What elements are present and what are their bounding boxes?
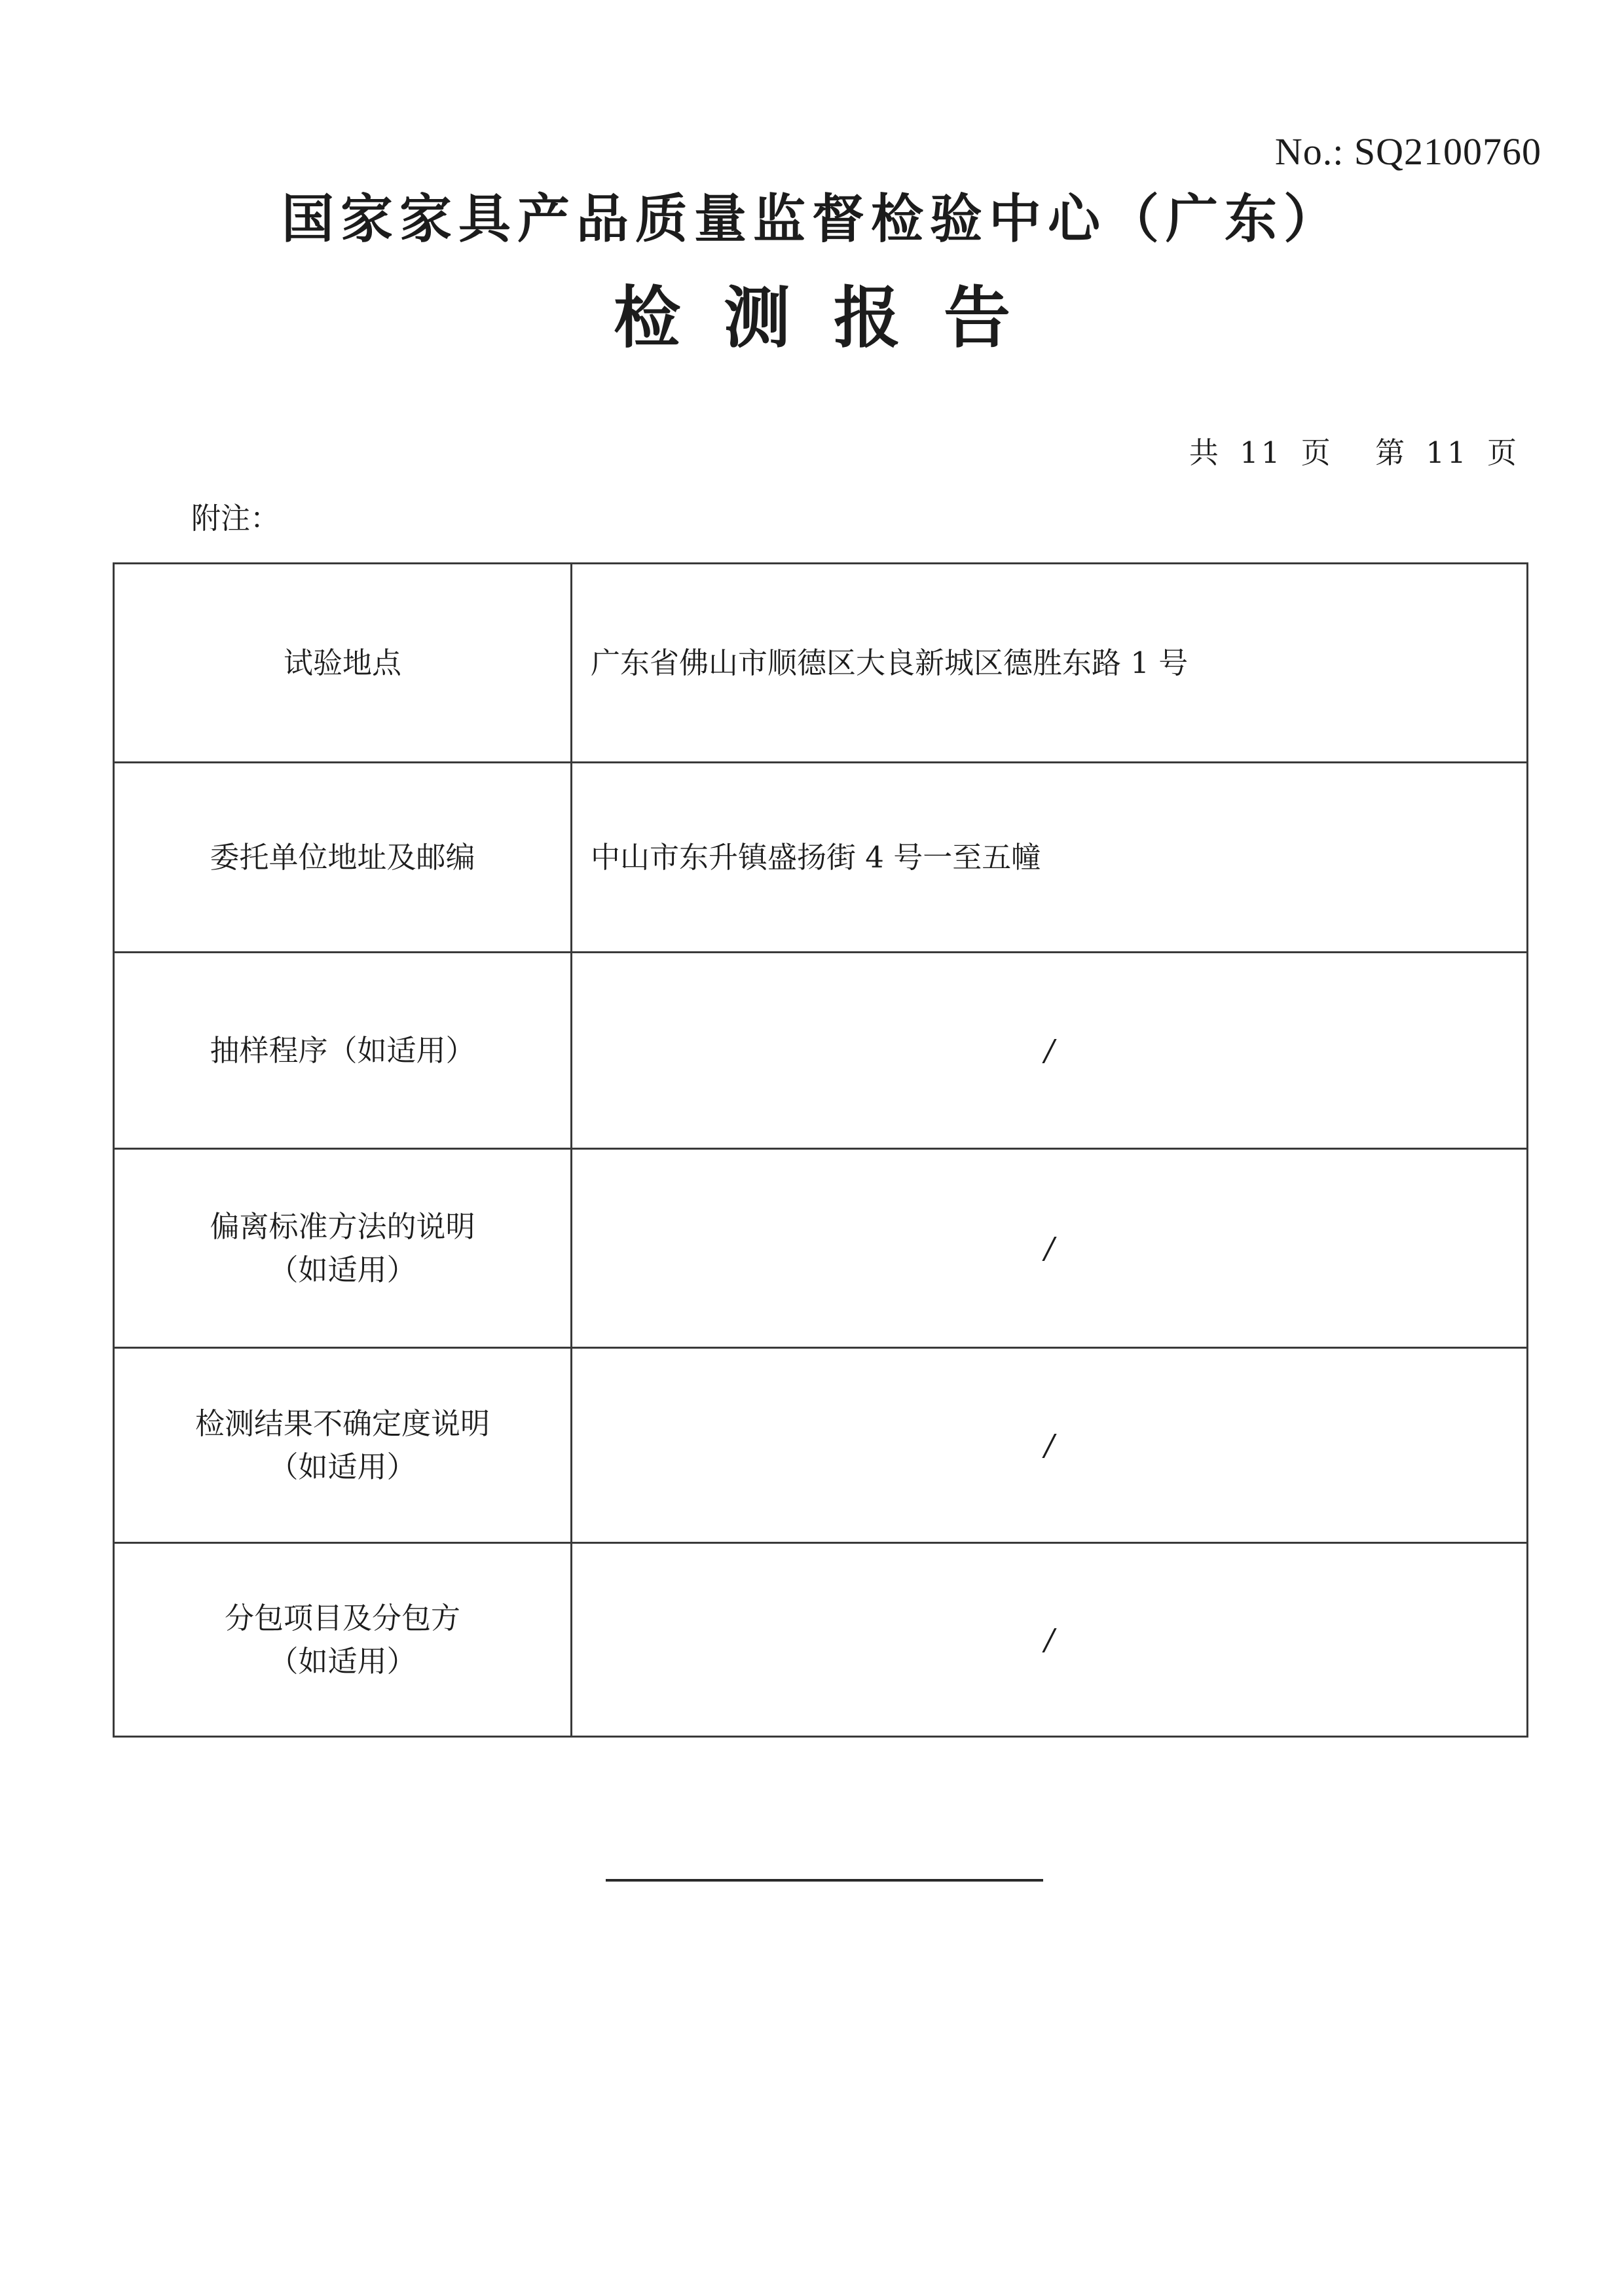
- row-label-text: 偏离标准方法的说明: [210, 1209, 475, 1244]
- row-label-uncertainty: [114, 1348, 572, 1543]
- organization-title: 国家家具产品质量监督检验中心（广东）: [282, 188, 1342, 249]
- current-page-prefix: 第: [1375, 435, 1408, 470]
- row-label-text: 检测结果不确定度说明: [194, 1406, 490, 1441]
- row-label-sampling-procedure: [114, 953, 572, 1149]
- row-value-uncertainty: /: [572, 1348, 1528, 1543]
- table-row: [114, 1543, 1528, 1737]
- table-row: [114, 1149, 1528, 1348]
- current-page-suffix: 页: [1486, 435, 1519, 470]
- table-row: [114, 763, 1528, 953]
- row-label-method-deviation: [114, 1149, 572, 1348]
- row-value-method-deviation: /: [572, 1149, 1528, 1348]
- total-pages-suffix: 页: [1301, 435, 1333, 470]
- row-label-text: 委托单位地址及邮编: [210, 839, 475, 875]
- page-info: [1189, 429, 1526, 471]
- row-label-test-location: [114, 564, 572, 763]
- row-label-note: （如适用）: [268, 1643, 416, 1679]
- report-title: 检测报告: [614, 279, 1054, 357]
- row-label-note: （如适用）: [268, 1252, 416, 1287]
- row-value-sampling-procedure: /: [572, 953, 1528, 1149]
- row-label-text: 试验地点: [283, 645, 401, 680]
- note-label: 附注：: [191, 501, 280, 536]
- table-row: [114, 953, 1528, 1149]
- current-page-number: 11: [1426, 435, 1469, 470]
- footer-divider: [606, 1879, 1043, 1882]
- row-value-client-address: 中山市东升镇盛扬街 4 号一至五幢: [572, 763, 1528, 953]
- table-row: [114, 564, 1528, 763]
- row-label-text: 抽样程序（如适用）: [210, 1032, 475, 1068]
- row-value-subcontracting: /: [572, 1543, 1528, 1737]
- table-row: [114, 1348, 1528, 1543]
- report-number: No.: SQ2100760: [1274, 130, 1541, 173]
- info-table: [113, 562, 1528, 1738]
- row-label-client-address: [114, 763, 572, 953]
- total-pages-prefix: 共: [1189, 435, 1221, 470]
- row-label-subcontracting: [114, 1543, 572, 1737]
- row-value-test-location: 广东省佛山市顺德区大良新城区德胜东路 1 号: [572, 564, 1528, 763]
- row-label-note: （如适用）: [268, 1449, 416, 1484]
- row-label-text: 分包项目及分包方: [224, 1600, 460, 1635]
- total-pages-count: 11: [1240, 435, 1283, 470]
